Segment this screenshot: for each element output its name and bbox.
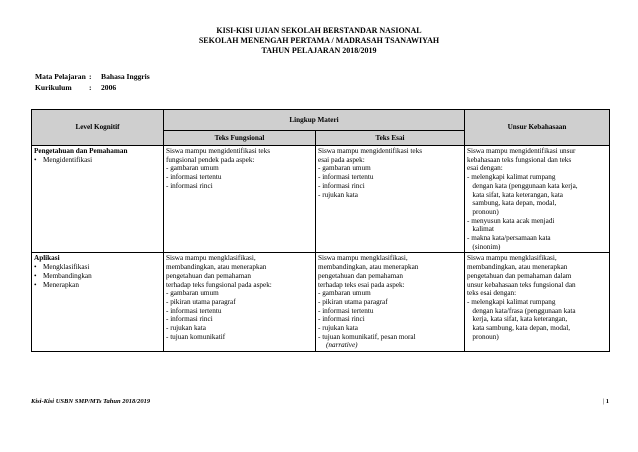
cell-line: - rujukan kata: [166, 324, 206, 333]
level-title: Aplikasi: [34, 254, 60, 263]
esai-cell: [316, 146, 465, 253]
cell-line: - informasi tertentu: [318, 173, 374, 182]
cell-line: - informasi tertentu: [166, 173, 222, 182]
cell-line: terhadap teks esai pada aspek:: [318, 280, 405, 289]
cell-line: pronoun): [467, 332, 499, 341]
cell-line: - tujuan komunikatif, pesan moral: [318, 332, 416, 341]
cell-line: pronoun): [467, 207, 499, 216]
cell-line: unsur kebahasaan teks fungsional dan: [467, 280, 576, 289]
cell-line: dengan kata/frasa (penggunaan kata: [467, 306, 576, 315]
fungsional-cell: [164, 146, 316, 253]
cell-line: teks esai dengan:: [467, 289, 517, 298]
fungsional-cell: [164, 253, 316, 352]
narrative-label: (narrative): [326, 341, 358, 350]
cell-line: - informasi rinci: [318, 315, 365, 324]
cell-line: kata sambung, kata depan, modal,: [467, 324, 571, 333]
page-footer: [31, 398, 609, 405]
bullet-icon: •: [34, 280, 37, 289]
cell-line: [318, 341, 462, 350]
kisi-table: [31, 109, 610, 352]
level-bullet: • Mengklasifikasi: [34, 263, 90, 272]
header-year: TAHUN PELAJARAN 2018/2019: [261, 46, 377, 55]
cell-line: - rujukan kata: [318, 324, 358, 333]
bullet-icon: •: [34, 271, 37, 280]
level-title: Pengetahuan dan Pemahaman: [34, 147, 128, 155]
level-bullet: • Membandingkan: [34, 271, 92, 280]
header-teks-esai: Teks Esai: [316, 131, 465, 146]
cell-line: Siswa mampu mengidentifikasi teks: [318, 147, 423, 155]
header-school-level: SEKOLAH MENENGAH PERTAMA / MADRASAH TSANAWIYAH: [198, 36, 440, 45]
cell-line: Siswa mampu mengidentifikasi teks: [166, 147, 271, 155]
cell-line: Siswa mampu mengidentifikasi unsur: [467, 147, 576, 155]
cell-line: pengetahuan dan pemahaman dalam: [467, 271, 572, 280]
header-title: KISI-KISI UJIAN SEKOLAH BERSTANDAR NASIONAL: [216, 26, 422, 35]
cell-line: - informasi tertentu: [166, 306, 222, 315]
header-lingkup-materi: Lingkup Materi: [164, 110, 465, 131]
document-meta: [35, 71, 150, 93]
cell-line: - informasi rinci: [318, 181, 365, 190]
header-teks-fungsional: Teks Fungsional: [164, 131, 316, 146]
bullet-icon: •: [34, 155, 37, 164]
table-row: [32, 253, 610, 352]
cell-line: - gambaran umum: [166, 164, 219, 173]
cell-line: - pikiran utama paragraf: [166, 297, 236, 306]
cell-line: esai pada aspek:: [318, 155, 365, 164]
curriculum-value: 2006: [101, 83, 117, 92]
cell-line: (sinonim): [467, 242, 501, 251]
cell-line: - melengkapi kalimat rumpang: [467, 297, 556, 306]
cell-line: Siswa mampu mengklasifikasi,: [467, 254, 557, 263]
curriculum-label: Kurikulum: [35, 83, 72, 92]
cell-line: Siswa mampu mengklasifikasi,: [318, 254, 408, 263]
cell-line: esai dengan:: [467, 164, 503, 173]
meta-curriculum: [35, 82, 150, 93]
curriculum-separator: :: [89, 83, 92, 92]
cell-line: - gambaran umum: [318, 289, 371, 298]
cell-line: membandingkan, atau menerapkan: [467, 263, 568, 272]
footer-title: Kisi-Kisi USBN SMP/MTs Tahun 2018/2019: [31, 398, 151, 405]
cell-line: - informasi rinci: [166, 315, 213, 324]
unsur-cell: [465, 146, 610, 253]
cell-line: - pikiran utama paragraf: [318, 297, 388, 306]
subject-value: Bahasa Inggris: [101, 72, 150, 81]
subject-separator: :: [89, 72, 92, 81]
cell-line: - gambaran umum: [166, 289, 219, 298]
esai-cell: [316, 253, 465, 352]
cell-line: - makna kata/persamaan kata: [467, 234, 551, 243]
cell-line: pengetahuan dan pemahaman: [318, 271, 404, 280]
level-bullet: • Menerapkan: [34, 280, 79, 289]
cell-line: - informasi rinci: [166, 181, 213, 190]
page-number-value: 1: [605, 398, 609, 405]
subject-label: Mata Pelajaran: [35, 72, 86, 81]
cell-line: membandingkan, atau menerapkan: [318, 263, 419, 272]
cell-line: dengan kata (penggunaan kata kerja,: [467, 181, 578, 190]
table-header-row: [32, 110, 610, 131]
cell-line: - melengkapi kalimat rumpang: [467, 173, 556, 182]
cell-line: kalimat: [467, 225, 494, 234]
cell-line: kerja, kata sifat, kata keterangan,: [467, 315, 568, 324]
cell-line: - rujukan kata: [318, 190, 358, 199]
cell-line: Siswa mampu mengklasifikasi,: [166, 254, 256, 263]
level-bullet: • Mengidentifikasi: [34, 155, 93, 164]
level-cell: [32, 253, 164, 352]
cell-line: terhadap teks fungsional pada aspek:: [166, 280, 272, 289]
cell-line: kebahasaan teks fungsional dan teks: [467, 155, 572, 164]
cell-line: - menyusun kata acak menjadi: [467, 216, 555, 225]
cell-line: - informasi tertentu: [318, 306, 374, 315]
cell-line: - tujuan komunikatif: [166, 332, 226, 341]
cell-line: - gambaran umum: [318, 164, 371, 173]
document-header: [0, 26, 638, 56]
cell-line: fungsional pendek pada aspek:: [166, 155, 255, 164]
header-level-kognitif: Level Kognitif: [32, 110, 164, 146]
table-row: [32, 146, 610, 253]
unsur-cell: [465, 253, 610, 352]
cell-line: kata sifat, kata keterangan, kata: [467, 190, 564, 199]
page-number: [603, 398, 609, 405]
bullet-icon: •: [34, 263, 37, 272]
level-cell: [32, 146, 164, 253]
meta-subject: [35, 71, 150, 82]
cell-line: pengetahuan dan pemahaman: [166, 271, 252, 280]
page-separator: |: [602, 398, 605, 405]
cell-line: sambung, kata depan, modal,: [467, 199, 557, 208]
cell-line: membandingkan, atau menerapkan: [166, 263, 267, 272]
header-unsur-kebahasaan: Unsur Kebahasaan: [465, 110, 610, 146]
